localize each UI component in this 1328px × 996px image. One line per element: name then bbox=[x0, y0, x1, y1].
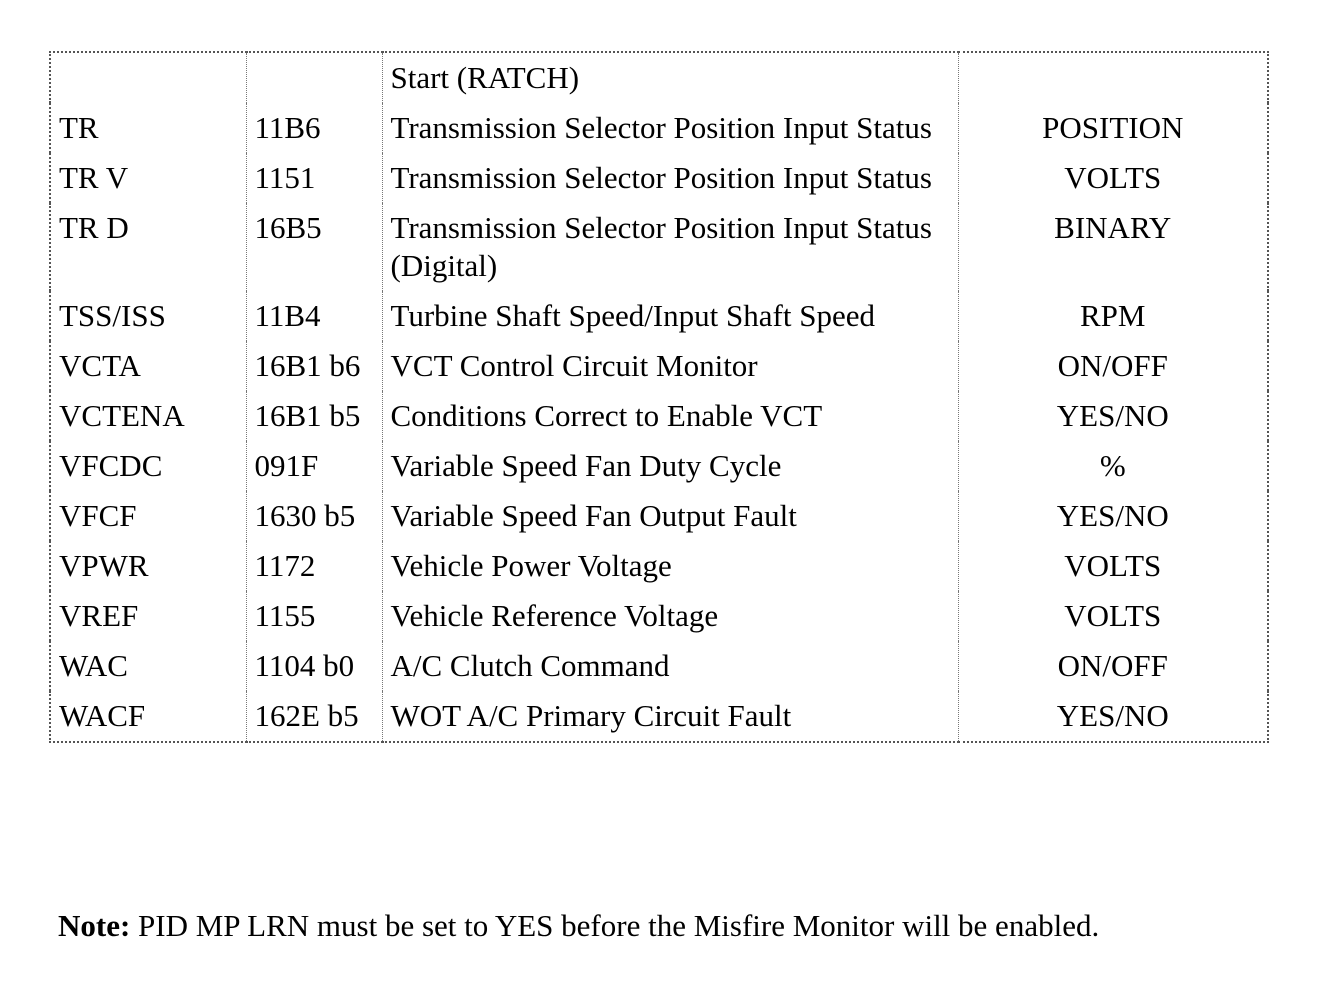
units-cell: ON/OFF bbox=[958, 641, 1268, 691]
pid-table-body bbox=[50, 52, 1268, 742]
description-cell: A/C Clutch Command bbox=[382, 641, 958, 691]
units-cell: % bbox=[958, 441, 1268, 491]
pid-cell: 091F bbox=[246, 441, 382, 491]
note-paragraph bbox=[58, 906, 1099, 946]
table-row bbox=[50, 591, 1268, 641]
note-text: PID MP LRN must be set to YES before the Misfire Monitor will be enabled. bbox=[130, 908, 1100, 943]
description-cell: Variable Speed Fan Output Fault bbox=[382, 491, 958, 541]
table-row bbox=[50, 52, 1268, 103]
acronym-cell: WAC bbox=[50, 641, 246, 691]
acronym-cell: VREF bbox=[50, 591, 246, 641]
pid-cell: 16B5 bbox=[246, 203, 382, 291]
acronym-cell: VPWR bbox=[50, 541, 246, 591]
description-cell: Transmission Selector Position Input Status bbox=[382, 103, 958, 153]
acronym-cell: VCTENA bbox=[50, 391, 246, 441]
pid-cell: 1104 b0 bbox=[246, 641, 382, 691]
table-row bbox=[50, 441, 1268, 491]
pid-cell: 11B4 bbox=[246, 291, 382, 341]
units-cell: YES/NO bbox=[958, 691, 1268, 742]
description-cell: Transmission Selector Position Input Status bbox=[382, 153, 958, 203]
units-cell: ON/OFF bbox=[958, 341, 1268, 391]
pid-cell: 1630 b5 bbox=[246, 491, 382, 541]
acronym-cell: TR bbox=[50, 103, 246, 153]
table-row bbox=[50, 691, 1268, 742]
description-cell: Start (RATCH) bbox=[382, 52, 958, 103]
acronym-cell: VFCF bbox=[50, 491, 246, 541]
pid-cell: 1151 bbox=[246, 153, 382, 203]
pid-table bbox=[49, 51, 1269, 743]
table-row bbox=[50, 491, 1268, 541]
acronym-cell: VFCDC bbox=[50, 441, 246, 491]
acronym-cell: VCTA bbox=[50, 341, 246, 391]
acronym-cell: TR V bbox=[50, 153, 246, 203]
units-cell: VOLTS bbox=[958, 591, 1268, 641]
description-cell: Conditions Correct to Enable VCT bbox=[382, 391, 958, 441]
table-row bbox=[50, 291, 1268, 341]
pid-cell: 162E b5 bbox=[246, 691, 382, 742]
units-cell: VOLTS bbox=[958, 541, 1268, 591]
pid-cell: 16B1 b6 bbox=[246, 341, 382, 391]
pid-cell bbox=[246, 52, 382, 103]
table-row bbox=[50, 103, 1268, 153]
acronym-cell bbox=[50, 52, 246, 103]
units-cell: RPM bbox=[958, 291, 1268, 341]
units-cell: YES/NO bbox=[958, 491, 1268, 541]
description-cell: VCT Control Circuit Monitor bbox=[382, 341, 958, 391]
pid-cell: 1172 bbox=[246, 541, 382, 591]
acronym-cell: WACF bbox=[50, 691, 246, 742]
note-label: Note: bbox=[58, 908, 131, 943]
acronym-cell: TR D bbox=[50, 203, 246, 291]
description-cell: Turbine Shaft Speed/Input Shaft Speed bbox=[382, 291, 958, 341]
units-cell: BINARY bbox=[958, 203, 1268, 291]
table-row bbox=[50, 341, 1268, 391]
table-row bbox=[50, 641, 1268, 691]
acronym-cell: TSS/ISS bbox=[50, 291, 246, 341]
units-cell bbox=[958, 52, 1268, 103]
table-row bbox=[50, 391, 1268, 441]
description-cell: Variable Speed Fan Duty Cycle bbox=[382, 441, 958, 491]
table-row bbox=[50, 153, 1268, 203]
description-cell: Vehicle Reference Voltage bbox=[382, 591, 958, 641]
table-row bbox=[50, 541, 1268, 591]
units-cell: POSITION bbox=[958, 103, 1268, 153]
units-cell: VOLTS bbox=[958, 153, 1268, 203]
pid-cell: 16B1 b5 bbox=[246, 391, 382, 441]
pid-cell: 1155 bbox=[246, 591, 382, 641]
pid-cell: 11B6 bbox=[246, 103, 382, 153]
units-cell: YES/NO bbox=[958, 391, 1268, 441]
description-cell: WOT A/C Primary Circuit Fault bbox=[382, 691, 958, 742]
description-cell: Transmission Selector Position Input Status (Digital) bbox=[382, 203, 958, 291]
description-cell: Vehicle Power Voltage bbox=[382, 541, 958, 591]
table-row bbox=[50, 203, 1268, 291]
